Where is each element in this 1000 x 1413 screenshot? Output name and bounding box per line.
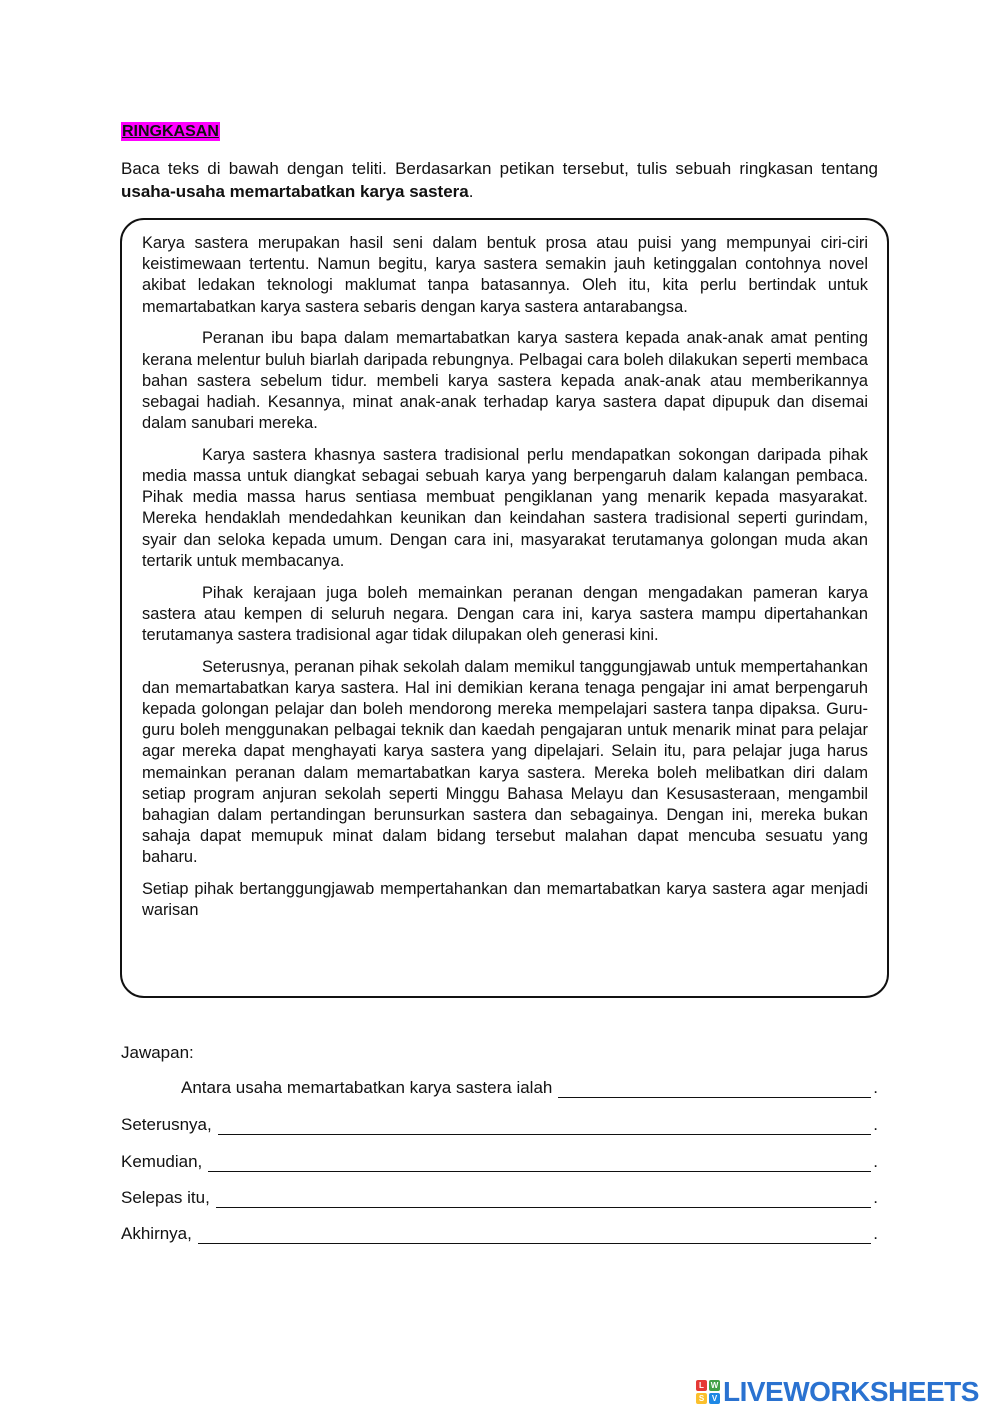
answer-end-mark-4: . [873,1188,878,1207]
passage-paragraph-4: Pihak kerajaan juga boleh memainkan peranan dengan mengadakan pameran karya sastera atau kempen di seluruh negara. Dengan cara ini, karya sastera mampu dipertahankan terutamanya sastera tradisional agar tidak dilupakan oleh generasi kini. [142,583,868,644]
answer-blank-2[interactable] [218,1118,872,1135]
answer-row-4 [121,1188,878,1208]
answer-blank-5[interactable] [198,1227,871,1244]
answer-label: Jawapan: [121,1043,194,1062]
answer-prompt-1: Antara usaha memartabatkan karya sastera ialah [181,1078,553,1097]
passage-paragraph-1: Karya sastera merupakan hasil seni dalam bentuk prosa atau puisi yang mempunyai ciri-ciri keistimewaan tertentu. Namun begitu, karya sastera semakin jauh ketinggalan contohnya novel akibat ledakan teknologi maklumat tanpa batasannya. Oleh itu, kita perlu bertindak untuk memartabatkan karya sastera sebaris dengan karya sastera antarabangsa. [142,234,868,316]
instruction-text [121,157,878,203]
answer-prompt-2: Seterusnya, [121,1115,212,1134]
instruction-part2: . [468,182,474,201]
passage-paragraph-5: Seterusnya, peranan pihak sekolah dalam memikul tanggungjawab untuk mempertahankan dan memartabatkan karya sastera. Hal ini demikian kerana tenaga pengajar ini amat berpengaruh kepada golongan pelajar dan boleh mendorong mereka mempelajari sastera tanpa dipaksa. Guru-guru boleh menggunakan pelbagai teknik dan kaedah pengajaran untuk menarik minat para pelajar agar mereka dapat menghayati karya sastera yang dipelajari. Selain itu, para pelajar juga harus memainkan peranan dalam memartabatkan karya sastera. Mereka boleh melibatkan diri dalam setiap program anjuran sekolah seperti Minggu Bahasa Melayu dan Kesusasteraan, mengambil bahagian dalam pertandingan berunsurkan sastera dan sebagainya. Dengan ini, mereka bukan sahaja dapat memupuk minat dalam bidang tersebut malahan dapat mencuba sesuatu yang baharu. [142,657,868,867]
passage-paragraph-2: Peranan ibu bapa dalam memartabatkan karya sastera kepada anak-anak amat penting kerana melentur buluh biarlah daripada rebungnya. Pelbagai cara boleh dilakukan seperti membaca bahan sastera sebelum tidur. membeli karya sastera kepada anak-anak atau memberikannya sebagai hadiah. Kesannya, minat anak-anak terhadap karya sastera dapat dipupuk dan disemai dalam sanubari mereka. [142,329,868,433]
answer-prompt-5: Akhirnya, [121,1224,192,1243]
logo-mark-cell-3: S [696,1393,707,1404]
answer-row-5 [121,1224,878,1244]
answer-prompt-4: Selepas itu, [121,1188,210,1207]
answer-prompt-3: Kemudian, [121,1152,203,1171]
answer-row-2 [121,1115,878,1135]
answer-row-3 [121,1152,878,1172]
liveworksheets-logo [696,1377,979,1407]
logo-mark-cell-4: V [709,1393,720,1404]
answer-blank-4[interactable] [216,1191,871,1208]
logo-mark-cell-2: W [710,1381,719,1390]
answer-end-mark-2: . [873,1115,878,1134]
logo-mark-icon [696,1380,720,1404]
answer-row-1 [181,1078,878,1098]
logo-mark-cell-1: L [696,1380,707,1391]
answer-end-mark-3: . [873,1152,878,1171]
passage-box [120,218,889,998]
passage-paragraph-3: Karya sastera khasnya sastera tradisional perlu mendapatkan sokongan daripada pihak media massa untuk diangkat sebagai sebuah karya yang berpengaruh dalam kalangan pembaca. Pihak media massa harus sentiasa membuat pengiklanan yang menarik kepada masyarakat. Mereka hendaklah mendedahkan keunikan dan keindahan sastera tradisional seperti gurindam, syair dan seloka kepada umum. Dengan cara ini, masyarakat terutamanya golongan muda akan tertarik untuk membacanya. [142,445,868,570]
answer-blank-3[interactable] [208,1155,871,1172]
logo-text: LIVEWORKSHEETS [723,1376,979,1407]
section-heading: RINGKASAN [122,123,219,140]
answer-end-mark-5: . [873,1224,878,1243]
answer-end-mark-1: . [873,1078,878,1097]
instruction-part1: Baca teks di bawah dengan teliti. Berdasarkan petikan tersebut, tulis sebuah ringkasan tentang [121,159,878,178]
passage-paragraph-6: Setiap pihak bertanggungjawab mempertahankan dan memartabatkan karya sastera agar menjadi warisan [142,880,868,920]
answer-blank-1[interactable] [558,1081,871,1098]
instruction-topic: usaha-usaha memartabatkan karya sastera [121,182,469,201]
